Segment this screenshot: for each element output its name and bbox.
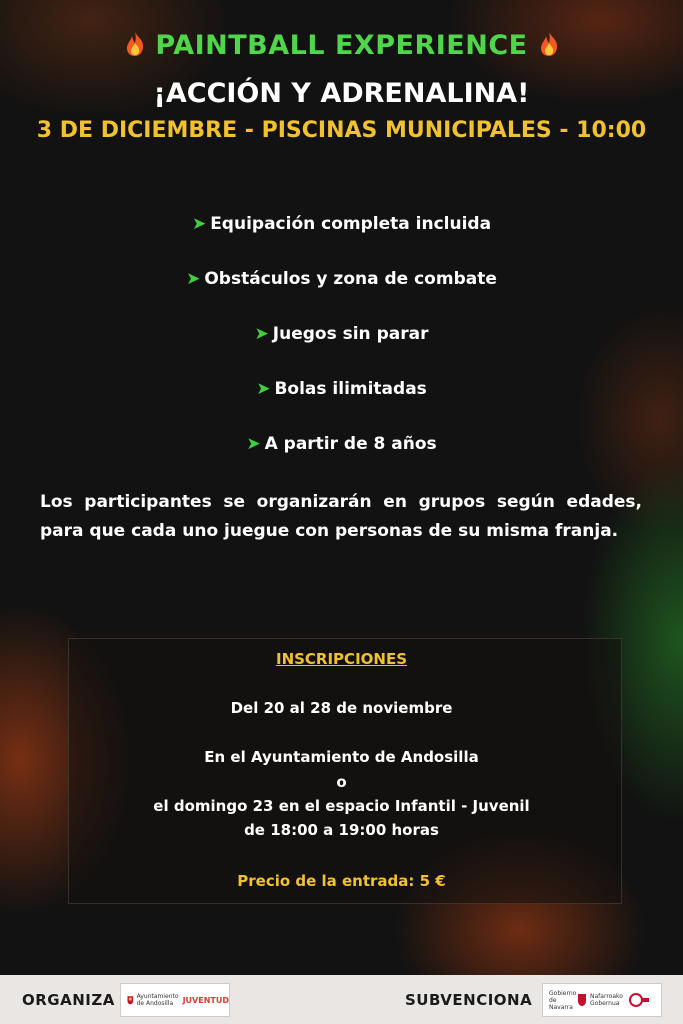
registration-panel [68,638,622,904]
arrow-right-icon: ➤ [186,269,201,289]
fire-icon [538,31,560,57]
coat-of-arms-icon [577,993,587,1007]
feature-item: ➤ A partir de 8 años [246,434,437,454]
organiza-label: ORGANIZA [22,991,115,1009]
registration-title: INSCRIPCIONES [275,650,407,668]
arrow-right-icon: ➤ [256,379,271,399]
organizer-logos [120,983,230,1017]
registration-dates: Del 20 al 28 de noviembre [230,699,453,717]
registration-place: En el Ayuntamiento de Andosilla [204,748,479,766]
coat-of-arms-icon [127,990,134,1010]
gobierno-eu-logo-text: Nafarroako Gobernua [590,993,623,1007]
event-date-location: 3 DE DICIEMBRE - PISCINAS MUNICIPALES - 10:00 [36,118,647,143]
sponsor-logo-icon [628,992,650,1008]
feature-item: ➤ Equipación completa incluida [191,214,492,234]
arrow-right-icon: ➤ [254,324,269,344]
description-text: Los participantes se organizarán en grupos según edades, para que cada uno juegue con personas de su misma franja. [40,492,642,541]
arrow-right-icon: ➤ [191,214,207,234]
registration-alt-place: el domingo 23 en el espacio Infantil - Juvenil [153,797,530,815]
feature-item: ➤ Obstáculos y zona de combate [186,269,497,289]
fire-icon [124,31,146,57]
arrow-right-icon: ➤ [246,434,261,454]
ayuntamiento-logo-text: Ayuntamiento de Andosilla [136,993,179,1007]
juventud-logo: JUVENTUD [182,995,229,1005]
event-title-row [0,30,683,61]
registration-or: o [336,773,347,791]
sponsor-footer [0,975,683,1024]
gobierno-logo-text: Gobierno de Navarra [549,989,577,1011]
event-title: PAINTBALL EXPERIENCE [155,30,528,61]
feature-list [0,214,683,489]
sponsor-logos [542,983,662,1017]
ticket-price: Precio de la entrada: 5 € [237,872,446,890]
feature-item: ➤ Juegos sin parar [254,324,429,344]
subvenciona-label: SUBVENCIONA [405,991,533,1009]
event-subtitle: ¡ACCIÓN Y ADRENALINA! [153,78,530,109]
feature-item: ➤ Bolas ilimitadas [256,379,427,399]
registration-hours: de 18:00 a 19:00 horas [244,821,439,839]
